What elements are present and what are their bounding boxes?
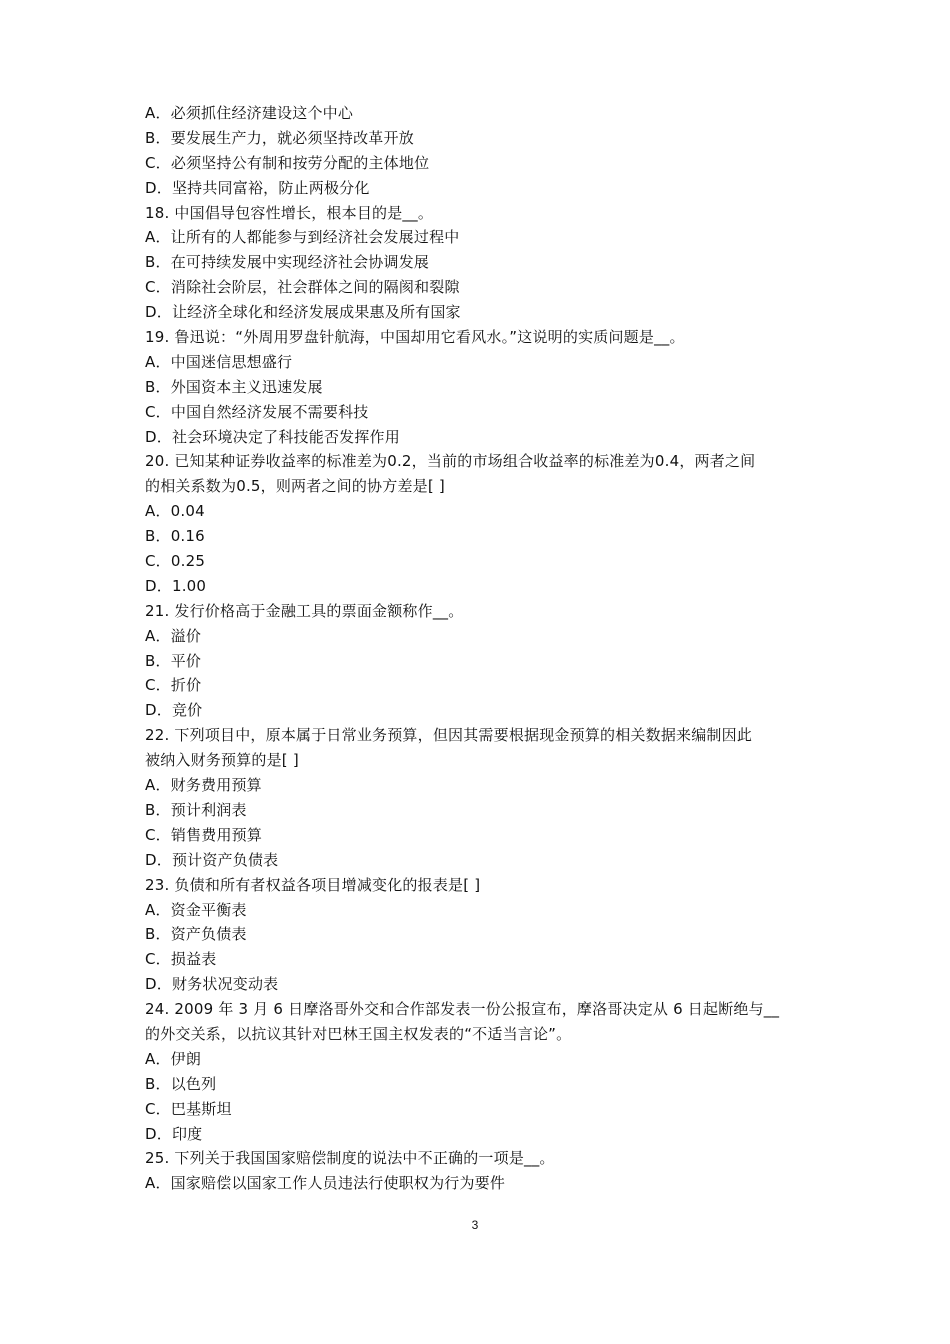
question-stem: 19. 鲁迅说：“外周用罗盘针航海，中国却用它看风水。”这说明的实质问题是__。: [145, 328, 685, 347]
text-line: D．让经济全球化和经济发展成果惠及所有国家: [145, 303, 461, 322]
question-stem-continued: 的外交关系，以抗议其针对巴林王国主权发表的“不适当言论”。: [145, 1024, 572, 1043]
question-stem: 18. 中国倡导包容性增长，根本目的是__。: [145, 203, 434, 222]
question-stem-continued: 的相关系数为0.5，则两者之间的协方差是[ ]: [145, 477, 445, 496]
question-stem: 21. 发行价格高于金融工具的票面金额称作__。: [145, 601, 464, 620]
text-line: B．在可持续发展中实现经济社会协调发展: [145, 253, 430, 272]
text-line: C．消除社会阶层，社会群体之间的隔阂和裂隙: [145, 278, 460, 297]
text-line: A．让所有的人都能参与到经济社会发展过程中: [145, 228, 460, 247]
text-line: A．溢价: [145, 626, 202, 645]
text-line: D．印度: [145, 1124, 203, 1143]
text-line: D．社会环境决定了科技能否发挥作用: [145, 427, 400, 446]
text-line: C．0.25: [145, 552, 206, 571]
text-line: D．坚持共同富裕，防止两极分化: [145, 178, 370, 197]
text-line: D．竞价: [145, 701, 203, 720]
page-number: 3: [471, 1218, 479, 1232]
text-line: A．中国迷信思想盛行: [145, 352, 293, 371]
question-text-block: [145, 101, 817, 1196]
text-line: C．折价: [145, 676, 202, 695]
text-line: B．要发展生产力，就必须坚持改革开放: [145, 128, 414, 147]
question-stem: 25. 下列关于我国国家赔偿制度的说法中不正确的一项是__。: [145, 1149, 555, 1168]
text-line: A．国家赔偿以国家工作人员违法行使职权为行为要件: [145, 1174, 506, 1193]
text-line: B．预计利润表: [145, 800, 247, 819]
question-stem: 23. 负债和所有者权益各项目增减变化的报表是[ ]: [145, 875, 481, 894]
text-line: C．损益表: [145, 950, 217, 969]
text-line: A．伊朗: [145, 1049, 202, 1068]
text-line: B．平价: [145, 651, 202, 670]
text-line: B．资产负债表: [145, 925, 247, 944]
text-line: A．财务费用预算: [145, 776, 262, 795]
text-line: C．中国自然经济发展不需要科技: [145, 402, 369, 421]
question-stem: 22. 下列项目中，原本属于日常业务预算，但因其需要根据现金预算的相关数据来编制因此: [145, 726, 753, 745]
question-stem-continued: 被纳入财务预算的是[ ]: [145, 751, 299, 770]
text-line: D．财务状况变动表: [145, 975, 279, 994]
text-line: A．资金平衡表: [145, 900, 247, 919]
text-line: C．销售费用预算: [145, 825, 263, 844]
text-line: B．外国资本主义迅速发展: [145, 377, 323, 396]
question-stem: 20. 已知某种证券收益率的标准差为0.2，当前的市场组合收益率的标准差为0.4，两者之间: [145, 452, 756, 471]
text-line: A．0.04: [145, 502, 205, 521]
text-line: B．0.16: [145, 527, 205, 546]
text-line: C．必须坚持公有制和按劳分配的主体地位: [145, 153, 430, 172]
text-line: A．必须抓住经济建设这个中心: [145, 104, 354, 122]
text-line: D．预计资产负债表: [145, 850, 279, 869]
text-line: C．巴基斯坦: [145, 1099, 232, 1118]
question-stem: 24. 2009 年 3 月 6 日摩洛哥外交和合作部发表一份公报宣布，摩洛哥决定从 6 日起断绝与__: [145, 1000, 780, 1019]
text-line: D．1.00: [145, 576, 207, 595]
text-line: B．以色列: [145, 1074, 217, 1093]
